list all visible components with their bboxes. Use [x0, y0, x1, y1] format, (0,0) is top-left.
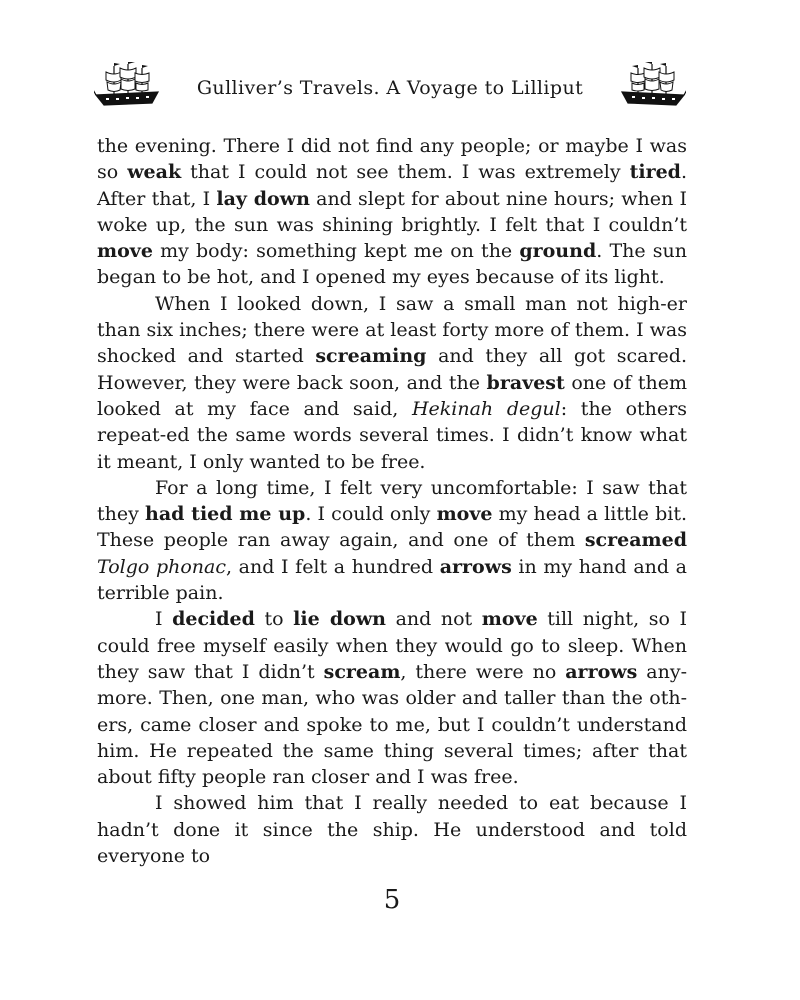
bold-text: had tied me up: [145, 503, 306, 526]
bold-text: move: [436, 503, 493, 526]
page-header: [94, 60, 686, 110]
text-run: : the others repeat-ed the same words several times. I didn’t know what it meant, I only wanted to be free.: [97, 397, 687, 473]
text-run: For a long time, I felt very uncomfortable: I saw that they: [97, 476, 687, 526]
bold-text: screamed: [584, 529, 687, 552]
bold-text: weak: [127, 161, 182, 184]
text-run: that I could not see them. I was extremely: [181, 161, 630, 184]
text-run: I showed him that I really needed to eat because I hadn’t done it since the ship. He understood and told everyone to: [97, 792, 687, 868]
bold-text: arrows: [565, 660, 638, 683]
text-run: in my hand and a terrible pain.: [97, 555, 688, 605]
text-run: till night, so I could free myself easily when they would go to sleep. When they saw that I didn’t: [97, 608, 687, 683]
italic-text: Hekinah degul: [411, 397, 561, 420]
paragraph: [97, 133, 687, 291]
text-run: my head a little bit. These people ran away again, and one of them: [97, 503, 687, 552]
ship-icon: [620, 62, 686, 108]
paragraph: [97, 606, 687, 790]
paragraph: [97, 790, 687, 869]
bold-text: screaming: [315, 345, 427, 368]
page-number: 5: [383, 885, 401, 915]
bold-text: arrows: [439, 555, 512, 578]
text-run: When I looked down, I saw a small man not high-er than six inches; there were at least forty more of them. I was shocked and started: [97, 292, 687, 368]
text-run: and slept for about nine hours; when I woke up, the sun was shining brightly. I felt that I couldn’t: [97, 187, 687, 236]
text-run: . After that, I: [97, 161, 688, 210]
bold-text: scream: [323, 660, 401, 683]
bold-text: move: [481, 608, 538, 631]
text-run: my body: something kept me on the: [152, 240, 520, 263]
bold-text: ground: [519, 240, 597, 263]
bold-text: move: [97, 240, 153, 263]
bold-text: lie down: [293, 608, 386, 631]
bold-text: lay down: [216, 187, 310, 210]
text-run: , there were no: [400, 660, 566, 683]
text-run: , and I felt a hundred: [226, 555, 440, 578]
text-run: one of them looked at my face and said,: [97, 371, 687, 420]
text-run: . I could only: [305, 503, 437, 526]
text-run: to: [254, 608, 294, 631]
italic-text: Tolgo phonac: [97, 555, 226, 578]
text-run: the evening. There I did not find any people; or maybe I was so: [97, 135, 687, 184]
paragraph: [97, 475, 687, 606]
paragraph: [97, 291, 687, 475]
text-run: and not: [385, 608, 482, 631]
text-run: I: [155, 608, 173, 631]
bold-text: bravest: [486, 371, 565, 394]
text-run: and they all got scared. However, they were back soon, and the: [97, 345, 688, 394]
body-text: [97, 133, 687, 869]
text-run: . The sun began to be hot, and I opened my eyes because of its light.: [97, 240, 687, 289]
running-title: Gulliver’s Travels. A Voyage to Lilliput: [196, 77, 584, 99]
text-run: any-more. Then, one man, who was older and taller than the oth-ers, came closer and spoke to me, but I couldn’t understand him. He repeated the same thing several times; after that about fifty people ran closer and I was free.: [97, 660, 687, 789]
bold-text: tired: [629, 161, 681, 184]
bold-text: decided: [172, 608, 255, 631]
